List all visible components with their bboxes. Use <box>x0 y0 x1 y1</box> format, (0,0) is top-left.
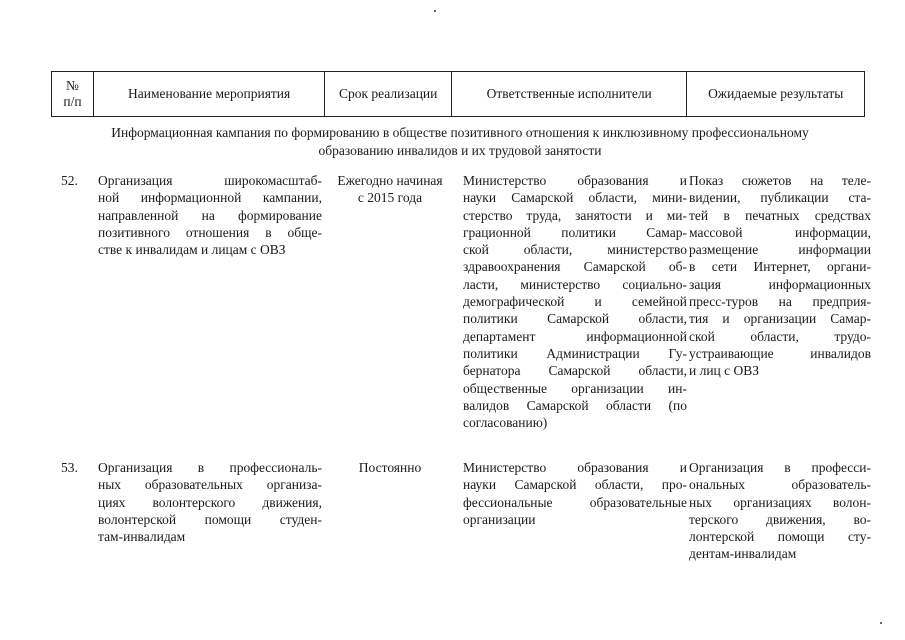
row-results-line: видении, публикации ста- <box>689 190 871 206</box>
row-term-line: Ежегодно начиная <box>337 173 443 188</box>
row-executors-line: политики Самарской области, <box>463 311 687 327</box>
header-name-cell <box>94 72 325 116</box>
row-results-line: тия и организации Самар- <box>689 311 871 327</box>
row-name-line: стве к инвалидам и лицам с ОВЗ <box>98 242 286 258</box>
row-executors-line: валидов Самарской области (по <box>463 397 687 413</box>
row-results-line: пресс-туров на предприя- <box>689 294 871 310</box>
row-results-line: Организация в професси- <box>689 460 871 475</box>
row-executors-line: фессиональные образовательные <box>463 494 687 510</box>
header-name-label: Наименование мероприятия <box>127 86 291 101</box>
row-executors-line: политики Администрации Гу- <box>463 345 687 361</box>
row-number: 53. <box>61 460 78 475</box>
row-executors-line: ласти, министерство социально- <box>463 276 687 292</box>
row-executors-line: организации <box>463 511 536 527</box>
row-results-line: размещение информации <box>689 242 871 258</box>
row-results <box>689 459 871 563</box>
row-term <box>327 172 453 207</box>
row-name-line: Организация в профессиональ- <box>98 460 322 475</box>
header-number-cell <box>52 72 94 116</box>
row-executors-line: науки Самарской области, мини- <box>463 190 687 206</box>
row-executors-line: стерство труда, занятости и ми- <box>463 207 687 223</box>
header-executors-label: Ответственные исполнители <box>486 86 652 101</box>
row-name-line: циях волонтерского движения, <box>98 494 322 510</box>
header-term-label: Срок реализации <box>338 86 438 101</box>
row-executors <box>463 172 687 431</box>
row-name-line: Организация широкомасштаб- <box>98 173 322 188</box>
row-results-line: зация информационных <box>689 276 871 292</box>
row-executors-line: общественные организации ин- <box>463 380 687 396</box>
row-results-line: в сети Интернет, органи- <box>689 259 871 275</box>
header-number-line2: п/п <box>63 94 82 109</box>
row-results-line: тей в печатных средствах <box>689 207 871 223</box>
row-executors <box>463 459 687 528</box>
row-results-line: ской области, трудо- <box>689 328 871 344</box>
table-header <box>51 71 865 117</box>
row-executors-line: департамент информационной <box>463 328 687 344</box>
scan-speck <box>434 10 436 12</box>
row-name-line: волонтерской помощи студен- <box>98 511 322 527</box>
row-name-line: позитивного отношения в обще- <box>98 224 322 240</box>
row-results-line: терского движения, во- <box>689 511 871 527</box>
row-results-line: лонтерской помощи сту- <box>689 529 871 545</box>
row-name-line: ных образовательных организа- <box>98 477 322 493</box>
row-number: 52. <box>61 173 78 188</box>
header-term-cell <box>325 72 452 116</box>
row-executors-line: бернатора Самарской области, <box>463 363 687 379</box>
row-executors-line: согласованию) <box>463 415 548 431</box>
row-name-line: направленной на формирование <box>98 207 322 223</box>
row-results-line: ных организациях волон- <box>689 494 871 510</box>
row-results-line: дентам-инвалидам <box>689 546 797 562</box>
header-number-line1: № <box>66 78 79 93</box>
row-executors-line: здравоохранения Самарской об- <box>463 259 687 275</box>
scan-speck <box>880 622 882 624</box>
section-title <box>40 124 880 160</box>
row-executors-line: ской области, министерство <box>463 242 687 258</box>
row-name-line: ной информационной кампании, <box>98 190 322 206</box>
row-executors-line: Министерство образования и <box>463 173 687 188</box>
row-results-line: Показ сюжетов на теле- <box>689 173 871 188</box>
row-executors-line: демографической и семейной <box>463 294 687 310</box>
row-executors-line: Министерство образования и <box>463 460 687 475</box>
row-term-line: Постоянно <box>358 460 422 475</box>
row-name <box>98 459 322 545</box>
row-term-line: с 2015 года <box>357 190 423 206</box>
row-name <box>98 172 322 258</box>
row-executors-line: грационной политики Самар- <box>463 224 687 240</box>
header-results-label: Ожидаемые результаты <box>708 86 844 101</box>
row-results-line: устраивающие инвалидов <box>689 345 871 361</box>
row-term <box>327 459 453 476</box>
row-results-line: ональных образователь- <box>689 477 871 493</box>
row-results-line: и лиц с ОВЗ <box>689 363 760 379</box>
section-title-line2: образованию инвалидов и их трудовой занятости <box>318 143 602 158</box>
row-results <box>689 172 871 380</box>
row-results-line: массовой информации, <box>689 224 871 240</box>
header-executors-cell <box>452 72 687 116</box>
header-results-cell <box>687 72 864 116</box>
row-name-line: там-инвалидам <box>98 529 186 545</box>
row-executors-line: науки Самарской области, про- <box>463 477 687 493</box>
section-title-line1: Информационная кампания по формированию в обществе позитивного отношения к инклюзивному профессиональному <box>111 125 809 140</box>
